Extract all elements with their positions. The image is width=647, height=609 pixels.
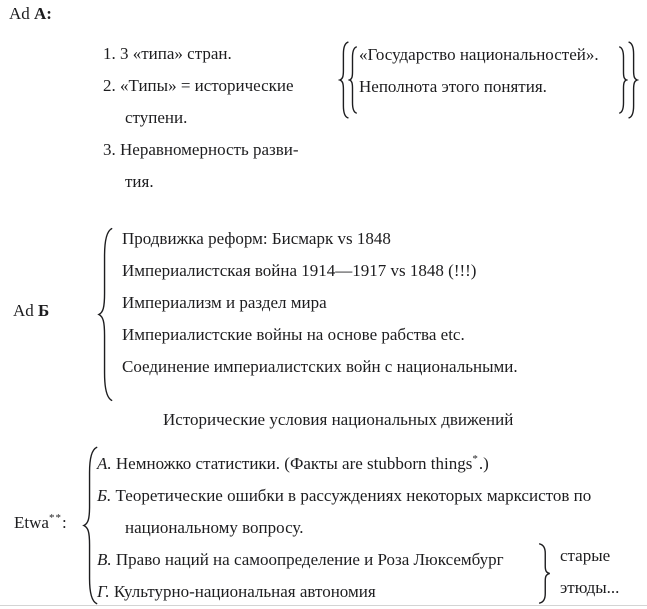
etwa-item-v-text: Право наций на самоопределение и Роза Люксембург bbox=[111, 550, 504, 569]
etwa-item-b-cont: национальному вопросу. bbox=[125, 518, 304, 537]
b-list-line-3: Империализм и раздел мира bbox=[122, 293, 327, 312]
etwa-item-v bbox=[97, 544, 591, 576]
ad-a-letter: A: bbox=[34, 4, 52, 23]
bottom-rule bbox=[0, 605, 647, 606]
note-line-1: «Государство национальностей». bbox=[359, 45, 599, 64]
a-list-line-2: 2. «Типы» = исторические bbox=[103, 76, 294, 95]
ad-b-label bbox=[13, 301, 49, 321]
b-list-line-5: Соединение империалистских войн с национальными. bbox=[122, 357, 518, 376]
note-line-2: Неполнота этого понятия. bbox=[359, 77, 547, 96]
b-curly-brace-left bbox=[96, 226, 115, 403]
note-curly-brace-left-inner bbox=[348, 46, 358, 114]
note-curly-brace-right-outer bbox=[627, 41, 639, 119]
etwa-item-b-text: Теоретические ошибки в рассуждениях некоторых марксистов по bbox=[111, 486, 592, 505]
nationality-note bbox=[359, 39, 599, 103]
etwa-item-a-text: Немножко статистики. (Факты are stubborn things bbox=[111, 454, 473, 473]
etwa-item-g bbox=[97, 576, 591, 608]
side-note-curly-brace-right bbox=[537, 543, 552, 604]
footnote-asterisk: * bbox=[472, 453, 479, 465]
etwa-item-g-text: Культурно-национальная автономия bbox=[109, 582, 376, 601]
section-heading: Исторические условия национальных движений bbox=[163, 410, 514, 429]
ad-a-prefix: Ad bbox=[9, 4, 35, 23]
etwa-item-b-letter: Б. bbox=[97, 486, 112, 505]
etwa-item-a-tail: .) bbox=[478, 454, 489, 473]
a-list-line-3-cont: тия. bbox=[125, 172, 154, 191]
etwa-list bbox=[97, 448, 591, 608]
etwa-double-asterisk: ** bbox=[48, 512, 62, 524]
etwa-item-a-letter: А. bbox=[97, 454, 112, 473]
a-list-line-3: 3. Неравномерность разви- bbox=[103, 140, 299, 159]
ad-a-label bbox=[9, 4, 52, 24]
etwa-item-g-letter: Г. bbox=[97, 582, 110, 601]
etwa-colon: : bbox=[61, 513, 67, 532]
side-note bbox=[560, 540, 619, 604]
etwa-label bbox=[14, 513, 67, 533]
a-list bbox=[103, 38, 299, 198]
b-list-line-1: Продвижка реформ: Бисмарк vs 1848 bbox=[122, 229, 391, 248]
etwa-item-v-letter: В. bbox=[97, 550, 112, 569]
etwa-item-a bbox=[97, 448, 591, 480]
b-list-line-4: Империалистские войны на основе рабства etc. bbox=[122, 325, 465, 344]
ad-b-prefix: Ad bbox=[13, 301, 39, 320]
etwa-word: Etwa bbox=[14, 513, 49, 532]
b-list bbox=[122, 223, 518, 383]
side-note-line-1: старые bbox=[560, 546, 611, 565]
b-list-line-2: Империалистская война 1914—1917 vs 1848 (!!!) bbox=[122, 261, 477, 280]
etwa-item-b bbox=[97, 480, 591, 512]
a-list-line-2-cont: ступени. bbox=[125, 108, 188, 127]
a-list-line-1: 1. 3 «типа» стран. bbox=[103, 44, 232, 63]
ad-b-letter: Б bbox=[38, 301, 50, 320]
side-note-line-2: этюды... bbox=[560, 578, 620, 597]
